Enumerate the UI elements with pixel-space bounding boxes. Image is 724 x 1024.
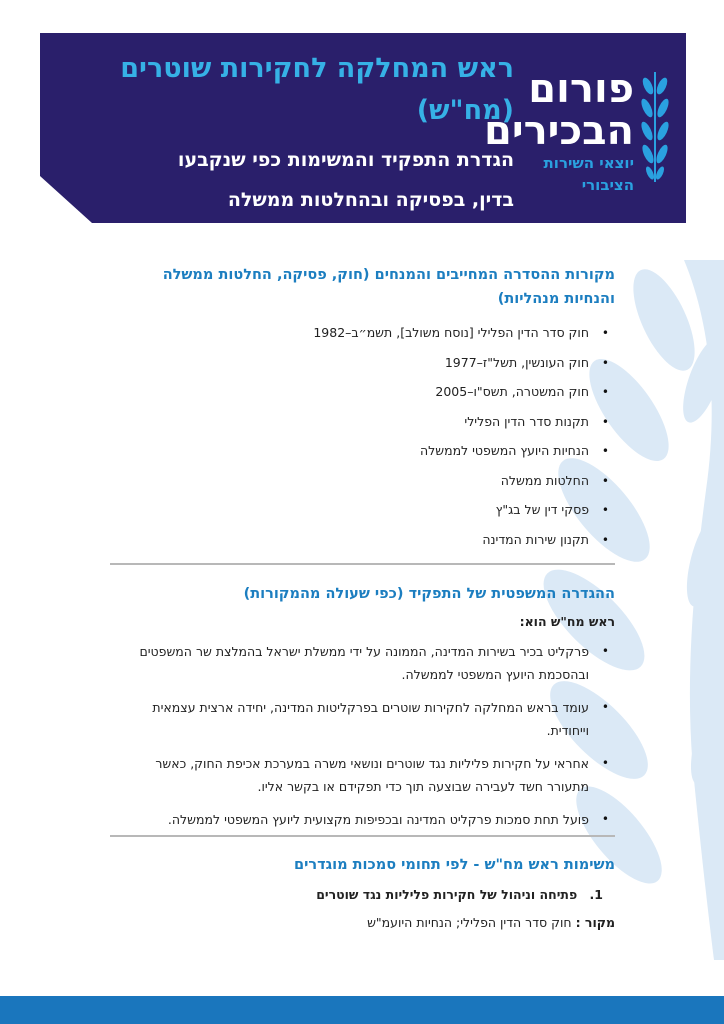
bullet-icon: • [601, 326, 609, 340]
task-number: 1. [589, 887, 603, 902]
footer-bar [0, 996, 724, 1024]
sources-title: מקורות ההסדרה המחייבים והמנחים (חוק, פסיקה, החלטות ממשלה והנחיות מנהליות) [162, 267, 615, 307]
definition-list [110, 640, 615, 831]
bullet-icon: • [601, 414, 609, 429]
bullet-icon: • [601, 532, 609, 547]
logo [483, 66, 670, 194]
bullet-icon: • [601, 385, 609, 399]
list-item: • פרקליט בכיר בשירות המדינה, הממונה על ידי ממשלת ישראל בהמלצת שר המשפטים ובהסכמת היועץ המשפטי לממשלה. [110, 640, 615, 686]
subtitle-line1: הגדרת התפקיד והמשימות כפי שנקבעו [177, 149, 514, 171]
source-text: חוק סדר הדין הפלילי; הנחיות היועמ"ש [367, 915, 572, 930]
list-item: • החלטות ממשלה [110, 471, 615, 501]
task-text: פתיחה וניהול של חקירות פליליות נגד שוטרים [316, 887, 578, 902]
list-item: • חוק העונשין, תשל"ז–1977 [110, 353, 615, 383]
tasks-section [110, 853, 615, 933]
bullet-icon: • [601, 355, 609, 370]
laurel-icon [638, 68, 670, 186]
list-item: • תקנות סדר הדין הפלילי [110, 412, 615, 442]
divider [110, 563, 615, 565]
list-item: • עומד בראש המחלקה לחקירות שוטרים בפרקליטות המדינה, יחידה ארצית עצמאית וייחודית. [110, 696, 615, 742]
definition-section [110, 582, 615, 841]
subtitle-line2: בדין, בפסיקה ובהחלטות ממשלה [227, 189, 514, 211]
bullet-icon: • [601, 473, 609, 488]
logo-line1: פורום [528, 66, 634, 112]
definition-title: ההגדרה המשפטית של התפקיד (כפי שעולה מהמקורות) [243, 586, 615, 602]
list-item: • חוק המשטרה, תשס"ו–2005 [110, 382, 615, 412]
source-label: מקור : [575, 915, 615, 930]
list-item: • תקנון שירות המדינה [110, 530, 615, 560]
logo-line2: הבכירים [483, 108, 634, 154]
bullet-icon: • [601, 812, 609, 826]
definition-intro: ראש מח"ש הוא: [519, 614, 615, 629]
page-subtitle [74, 140, 514, 220]
logo-tagline: יוצאי השירות הציבורי [543, 154, 634, 194]
list-item: • פסקי דין של בג"ץ [110, 500, 615, 530]
bullet-icon: • [601, 644, 609, 658]
bullet-icon: • [601, 756, 609, 770]
bullet-icon: • [601, 444, 609, 458]
page-title [94, 48, 514, 132]
list-item: • אחראי על חקירות פליליות נגד שוטרים ונושאי משרה במערכת אכיפת החוק, כאשר מתעורר חשד לעבירה שבוצעה תוך כדי תפקידם או בקשר אליו. [110, 752, 615, 798]
bullet-icon: • [601, 503, 609, 517]
tasks-title: משימות ראש מח"ש - לפי תחומי סמכות מוגדרים [294, 857, 615, 873]
sources-section [110, 263, 615, 559]
task-source [110, 913, 615, 933]
divider [110, 835, 615, 837]
list-item: • פועל תחת סמכות פרקליט המדינה ובכפיפות מקצועית ליועץ המשפטי לממשלה. [110, 808, 615, 831]
bullet-icon: • [601, 700, 609, 714]
list-item: • הנחיות היועץ המשפטי לממשלה [110, 441, 615, 471]
task-item [110, 885, 615, 905]
list-item: • חוק סדר הדין הפלילי [נוסח משולב], תשמ״ב–1982 [110, 323, 615, 353]
sources-list [110, 323, 615, 559]
title-line2: (מח"ש) [416, 95, 514, 126]
title-line1: ראש המחלקה לחקירות שוטרים [120, 53, 514, 84]
